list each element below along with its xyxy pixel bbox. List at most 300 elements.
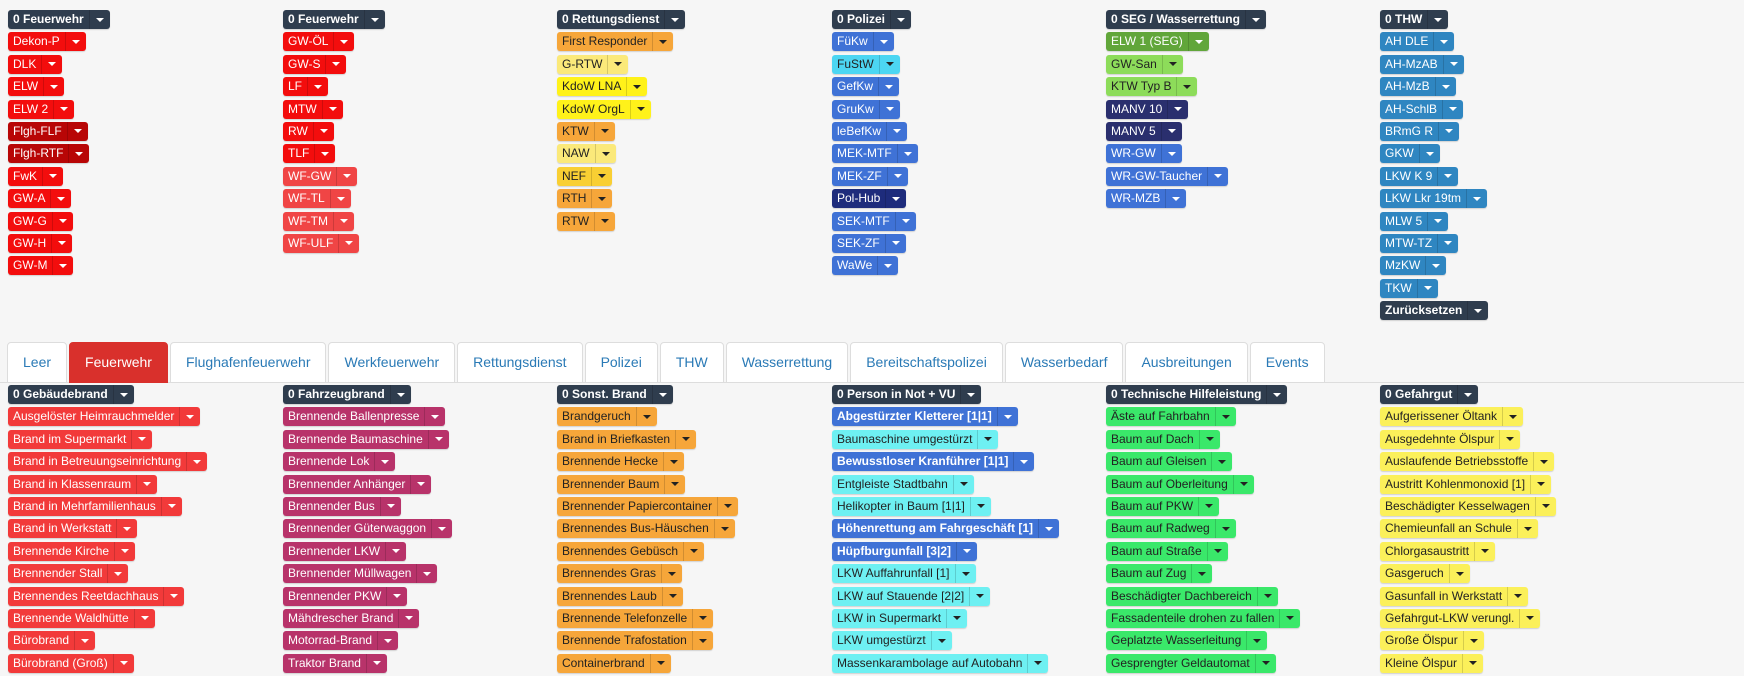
mission-brennende-hecke-button[interactable]: [557, 452, 684, 471]
vehicle-wf-tl-button[interactable]: [283, 189, 351, 208]
caret-down-icon[interactable]: [380, 497, 401, 516]
caret-down-icon[interactable]: [428, 430, 449, 449]
vehicle-gw-g-label[interactable]: GW-G: [8, 212, 52, 231]
vehicle-gw-g-button[interactable]: [8, 212, 73, 231]
mission-bürobrand-groß-label[interactable]: Bürobrand (Groß): [8, 654, 113, 673]
vehicle-mtw-label[interactable]: MTW: [283, 100, 322, 119]
vehicle-gw-san-button[interactable]: [1106, 55, 1183, 74]
vehicle-manv-5-label[interactable]: MANV 5: [1106, 122, 1161, 141]
vehicle-grukw-label[interactable]: GruKw: [832, 100, 879, 119]
mission-brennende-baumaschine-button[interactable]: [283, 430, 449, 449]
caret-down-icon[interactable]: [1425, 256, 1446, 275]
vehicle-gefkw-button[interactable]: [832, 77, 899, 96]
vehicle-gw-h-label[interactable]: GW-H: [8, 234, 51, 253]
vehicle-gefkw-label[interactable]: GefKw: [832, 77, 878, 96]
mission-äste-auf-fahrbahn-label[interactable]: Äste auf Fahrbahn: [1106, 407, 1215, 426]
caret-down-icon[interactable]: [307, 77, 328, 96]
caret-down-icon[interactable]: [1427, 10, 1448, 29]
caret-down-icon[interactable]: [1433, 32, 1454, 51]
caret-down-icon[interactable]: [877, 256, 898, 275]
mission-höhenrettung-am-fahrgeschäft-1-label[interactable]: Höhenrettung am Fahrgeschäft [1]: [832, 519, 1038, 538]
tab-flughafenfeuerwehr[interactable]: Flughafenfeuerwehr: [170, 342, 327, 383]
vehicle-gw-m-label[interactable]: GW-M: [8, 256, 52, 275]
mission-brennender-güterwaggon-label[interactable]: Brennender Güterwaggon: [283, 519, 431, 538]
mission-header-0-fahrzeugbrand-label[interactable]: 0 Fahrzeugbrand: [283, 385, 390, 404]
mission-brand-in-werkstatt-button[interactable]: [8, 519, 137, 538]
vehicle-lkw-lkr-19tm-label[interactable]: LKW Lkr 19tm: [1380, 189, 1466, 208]
vehicle-naw-button[interactable]: [557, 144, 616, 163]
vehicle-wr-gw-taucher-button[interactable]: [1106, 167, 1228, 186]
caret-down-icon[interactable]: [683, 542, 704, 561]
vehicle-mlw-5-button[interactable]: [1380, 212, 1448, 231]
caret-down-icon[interactable]: [1499, 430, 1520, 449]
caret-down-icon[interactable]: [1449, 564, 1470, 583]
vehicle-sek-zf-button[interactable]: [832, 234, 906, 253]
vehicle-header-0-seg-wasserrettung-button[interactable]: [1106, 10, 1266, 29]
tab-wasserrettung[interactable]: Wasserrettung: [726, 342, 849, 383]
vehicle-header-0-rettungsdienst-button[interactable]: [557, 10, 685, 29]
caret-down-icon[interactable]: [416, 564, 437, 583]
caret-down-icon[interactable]: [41, 55, 62, 74]
mission-header-0-technische-hilfeleistung-button[interactable]: [1106, 385, 1287, 404]
mission-auslaufende-betriebsstoffe-label[interactable]: Auslaufende Betriebsstoffe: [1380, 452, 1533, 471]
vehicle-dlk-button[interactable]: [8, 55, 62, 74]
mission-brennende-telefonzelle-button[interactable]: [557, 609, 713, 628]
vehicle-ah-mzb-label[interactable]: AH-MzB: [1380, 77, 1435, 96]
mission-lkw-auf-stauende-2-2-button[interactable]: [832, 587, 990, 606]
caret-down-icon[interactable]: [873, 32, 894, 51]
vehicle-kdow-lna-button[interactable]: [557, 77, 647, 96]
vehicle-ktw-button[interactable]: [557, 122, 615, 141]
caret-down-icon[interactable]: [1167, 100, 1188, 119]
mission-header-0-gefahrgut-label[interactable]: 0 Gefahrgut: [1380, 385, 1457, 404]
vehicle-brmg-r-button[interactable]: [1380, 122, 1459, 141]
mission-brennender-müllwagen-button[interactable]: [283, 564, 437, 583]
caret-down-icon[interactable]: [113, 385, 134, 404]
mission-gasgeruch-button[interactable]: [1380, 564, 1470, 583]
caret-down-icon[interactable]: [661, 564, 682, 583]
vehicle-gw-h-button[interactable]: [8, 234, 72, 253]
caret-down-icon[interactable]: [1013, 452, 1034, 471]
vehicle-wf-gw-button[interactable]: [283, 167, 357, 186]
mission-brennendes-reetdachhaus-button[interactable]: [8, 587, 184, 606]
caret-down-icon[interactable]: [1517, 519, 1538, 538]
mission-brand-im-supermarkt-button[interactable]: [8, 430, 152, 449]
mission-lkw-in-supermarkt-button[interactable]: [832, 609, 967, 628]
vehicle-wf-tl-label[interactable]: WF-TL: [283, 189, 330, 208]
mission-header-0-sonst-brand-button[interactable]: [557, 385, 673, 404]
tab-thw[interactable]: THW: [660, 342, 724, 383]
mission-baum-auf-straße-button[interactable]: [1106, 542, 1228, 561]
caret-down-icon[interactable]: [626, 77, 647, 96]
mission-brennende-kirche-button[interactable]: [8, 542, 135, 561]
tab-polizei[interactable]: Polizei: [585, 342, 658, 383]
caret-down-icon[interactable]: [692, 609, 713, 628]
mission-brennender-baum-label[interactable]: Brennender Baum: [557, 475, 664, 494]
caret-down-icon[interactable]: [386, 587, 407, 606]
vehicle-tkw-label[interactable]: TKW: [1380, 279, 1417, 298]
vehicle-header-0-rettungsdienst-label[interactable]: 0 Rettungsdienst: [557, 10, 664, 29]
vehicle-wf-ulf-label[interactable]: WF-ULF: [283, 234, 338, 253]
caret-down-icon[interactable]: [336, 167, 357, 186]
caret-down-icon[interactable]: [662, 587, 683, 606]
mission-gefahrgut-lkw-verungl-button[interactable]: [1380, 609, 1540, 628]
vehicle-wr-gw-label[interactable]: WR-GW: [1106, 144, 1161, 163]
mission-gasunfall-in-werkstatt-label[interactable]: Gasunfall in Werkstatt: [1380, 587, 1507, 606]
mission-entgleiste-stadtbahn-button[interactable]: [832, 475, 974, 494]
mission-lkw-auffahrunfall-1-button[interactable]: [832, 564, 976, 583]
caret-down-icon[interactable]: [663, 452, 684, 471]
vehicle-lkw-lkr-19tm-button[interactable]: [1380, 189, 1487, 208]
mission-traktor-brand-label[interactable]: Traktor Brand: [283, 654, 366, 673]
vehicle-elw-2-label[interactable]: ELW 2: [8, 100, 53, 119]
caret-down-icon[interactable]: [89, 10, 110, 29]
vehicle-lf-button[interactable]: [283, 77, 328, 96]
vehicle-mzkw-label[interactable]: MzKW: [1380, 256, 1425, 275]
vehicle-nef-button[interactable]: [557, 167, 612, 186]
vehicle-kdow-lna-label[interactable]: KdoW LNA: [557, 77, 626, 96]
mission-baum-auf-oberleitung-button[interactable]: [1106, 475, 1254, 494]
mission-brand-im-supermarkt-label[interactable]: Brand im Supermarkt: [8, 430, 131, 449]
mission-header-0-person-in-not-vu-label[interactable]: 0 Person in Not + VU: [832, 385, 960, 404]
mission-gefahrgut-lkw-verungl-label[interactable]: Gefahrgut-LKW verungl.: [1380, 609, 1519, 628]
caret-down-icon[interactable]: [607, 55, 628, 74]
mission-brennender-müllwagen-label[interactable]: Brennender Müllwagen: [283, 564, 416, 583]
mission-brandgeruch-button[interactable]: [557, 407, 657, 426]
mission-brennende-lok-label[interactable]: Brennende Lok: [283, 452, 374, 471]
tab-feuerwehr[interactable]: Feuerwehr: [69, 342, 168, 383]
caret-down-icon[interactable]: [1191, 564, 1212, 583]
vehicle-mzkw-button[interactable]: [1380, 256, 1446, 275]
mission-header-0-gebäudebrand-button[interactable]: [8, 385, 134, 404]
mission-brennender-lkw-label[interactable]: Brennender LKW: [283, 542, 385, 561]
mission-brennender-pkw-button[interactable]: [283, 587, 407, 606]
caret-down-icon[interactable]: [116, 519, 137, 538]
mission-chlorgasaustritt-label[interactable]: Chlorgasaustritt: [1380, 542, 1474, 561]
vehicle-fwk-button[interactable]: [8, 167, 63, 186]
vehicle-flgh-flf-label[interactable]: Flgh-FLF: [8, 122, 67, 141]
mission-große-ölspur-button[interactable]: [1380, 631, 1484, 650]
mission-aufgerissener-öltank-label[interactable]: Aufgerissener Öltank: [1380, 407, 1502, 426]
caret-down-icon[interactable]: [717, 497, 738, 516]
mission-traktor-brand-button[interactable]: [283, 654, 387, 673]
vehicle-kdow-orgl-button[interactable]: [557, 100, 651, 119]
caret-down-icon[interactable]: [692, 631, 713, 650]
mission-brennende-ballenpresse-button[interactable]: [283, 407, 445, 426]
caret-down-icon[interactable]: [879, 55, 900, 74]
mission-baum-auf-zug-button[interactable]: [1106, 564, 1212, 583]
vehicle-fükw-label[interactable]: FüKw: [832, 32, 873, 51]
vehicle-gkw-label[interactable]: GKW: [1380, 144, 1419, 163]
mission-baum-auf-radweg-label[interactable]: Baum auf Radweg: [1106, 519, 1215, 538]
mission-fassadenteile-drohen-zu-fallen-label[interactable]: Fassadenteile drohen zu fallen: [1106, 609, 1279, 628]
mission-beschädigter-kesselwagen-button[interactable]: [1380, 497, 1556, 516]
mission-bewusstloser-kranführer-1-1-label[interactable]: Bewusstloser Kranführer [1|1]: [832, 452, 1013, 471]
vehicle-manv-10-label[interactable]: MANV 10: [1106, 100, 1167, 119]
mission-entgleiste-stadtbahn-label[interactable]: Entgleiste Stadtbahn: [832, 475, 953, 494]
mission-brennender-stall-label[interactable]: Brennender Stall: [8, 564, 107, 583]
vehicle-rtw-label[interactable]: RTW: [557, 212, 594, 231]
vehicle-ktw-typ-b-label[interactable]: KTW Typ B: [1106, 77, 1176, 96]
caret-down-icon[interactable]: [134, 609, 155, 628]
tab-bereitschaftspolizei[interactable]: Bereitschaftspolizei: [850, 342, 1003, 383]
caret-down-icon[interactable]: [136, 475, 157, 494]
mission-brennender-lkw-button[interactable]: [283, 542, 406, 561]
vehicle-zurücksetzen-button[interactable]: [1380, 301, 1488, 320]
vehicle-wf-ulf-button[interactable]: [283, 234, 359, 253]
vehicle-nef-label[interactable]: NEF: [557, 167, 591, 186]
vehicle-header-0-feuerwehr-label[interactable]: 0 Feuerwehr: [283, 10, 364, 29]
vehicle-sek-mtf-label[interactable]: SEK-MTF: [832, 212, 895, 231]
vehicle-tkw-button[interactable]: [1380, 279, 1438, 298]
caret-down-icon[interactable]: [895, 212, 916, 231]
caret-down-icon[interactable]: [1255, 654, 1276, 673]
vehicle-sek-zf-label[interactable]: SEK-ZF: [832, 234, 885, 253]
mission-lkw-in-supermarkt-label[interactable]: LKW in Supermarkt: [832, 609, 946, 628]
mission-kleine-ölspur-label[interactable]: Kleine Ölspur: [1380, 654, 1462, 673]
caret-down-icon[interactable]: [1467, 301, 1488, 320]
mission-hüpfburgunfall-3-2-label[interactable]: Hüpfburgunfall [3|2]: [832, 542, 956, 561]
mission-brand-in-klassenraum-label[interactable]: Brand in Klassenraum: [8, 475, 136, 494]
caret-down-icon[interactable]: [163, 587, 184, 606]
vehicle-pol-hub-label[interactable]: Pol-Hub: [832, 189, 885, 208]
caret-down-icon[interactable]: [1419, 144, 1440, 163]
caret-down-icon[interactable]: [43, 77, 64, 96]
vehicle-ah-schlb-button[interactable]: [1380, 100, 1463, 119]
caret-down-icon[interactable]: [1215, 407, 1236, 426]
vehicle-ktw-typ-b-button[interactable]: [1106, 77, 1197, 96]
caret-down-icon[interactable]: [1535, 497, 1556, 516]
mission-chemieunfall-an-schule-label[interactable]: Chemieunfall an Schule: [1380, 519, 1517, 538]
vehicle-header-0-polizei-button[interactable]: [832, 10, 911, 29]
mission-hüpfburgunfall-3-2-button[interactable]: [832, 542, 977, 561]
caret-down-icon[interactable]: [1438, 122, 1459, 141]
vehicle-kdow-orgl-label[interactable]: KdoW OrgL: [557, 100, 630, 119]
vehicle-elw-1-seg-button[interactable]: [1106, 32, 1209, 51]
caret-down-icon[interactable]: [1257, 587, 1278, 606]
caret-down-icon[interactable]: [714, 519, 735, 538]
vehicle-rth-label[interactable]: RTH: [557, 189, 591, 208]
caret-down-icon[interactable]: [1207, 167, 1228, 186]
caret-down-icon[interactable]: [890, 10, 911, 29]
vehicle-mek-zf-label[interactable]: MEK-ZF: [832, 167, 887, 186]
mission-brennende-ballenpresse-label[interactable]: Brennende Ballenpresse: [283, 407, 424, 426]
caret-down-icon[interactable]: [664, 10, 685, 29]
mission-gesprengter-geldautomat-button[interactable]: [1106, 654, 1276, 673]
mission-brennender-anhänger-label[interactable]: Brennender Anhänger: [283, 475, 410, 494]
vehicle-rw-label[interactable]: RW: [283, 122, 313, 141]
vehicle-mek-mtf-button[interactable]: [832, 144, 918, 163]
caret-down-icon[interactable]: [1442, 100, 1463, 119]
mission-baum-auf-zug-label[interactable]: Baum auf Zug: [1106, 564, 1191, 583]
mission-gasgeruch-label[interactable]: Gasgeruch: [1380, 564, 1449, 583]
mission-mähdrescher-brand-label[interactable]: Mähdrescher Brand: [283, 609, 398, 628]
mission-baum-auf-gleisen-label[interactable]: Baum auf Gleisen: [1106, 452, 1211, 471]
mission-brennende-baumaschine-label[interactable]: Brennende Baumaschine: [283, 430, 428, 449]
vehicle-elw-button[interactable]: [8, 77, 64, 96]
mission-baum-auf-gleisen-button[interactable]: [1106, 452, 1232, 471]
mission-baum-auf-dach-button[interactable]: [1106, 430, 1220, 449]
mission-brennender-baum-button[interactable]: [557, 475, 685, 494]
vehicle-sek-mtf-button[interactable]: [832, 212, 916, 231]
caret-down-icon[interactable]: [1279, 609, 1300, 628]
caret-down-icon[interactable]: [338, 234, 359, 253]
caret-down-icon[interactable]: [1502, 407, 1523, 426]
vehicle-zurücksetzen-label[interactable]: Zurücksetzen: [1380, 301, 1467, 320]
mission-brandgeruch-label[interactable]: Brandgeruch: [557, 407, 636, 426]
caret-down-icon[interactable]: [1507, 587, 1528, 606]
mission-header-0-gefahrgut-button[interactable]: [1380, 385, 1478, 404]
mission-brennendes-gebüsch-label[interactable]: Brennendes Gebüsch: [557, 542, 683, 561]
caret-down-icon[interactable]: [377, 631, 398, 650]
mission-helikopter-in-baum-1-1-button[interactable]: [832, 497, 991, 516]
tab-wasserbedarf[interactable]: Wasserbedarf: [1005, 342, 1124, 383]
caret-down-icon[interactable]: [997, 407, 1018, 426]
mission-brand-in-betreuungseinrichtung-label[interactable]: Brand in Betreuungseinrichtung: [8, 452, 186, 471]
caret-down-icon[interactable]: [52, 212, 73, 231]
caret-down-icon[interactable]: [1215, 519, 1236, 538]
caret-down-icon[interactable]: [67, 122, 88, 141]
mission-brand-in-werkstatt-label[interactable]: Brand in Werkstatt: [8, 519, 116, 538]
caret-down-icon[interactable]: [885, 234, 906, 253]
mission-brennender-bus-label[interactable]: Brennender Bus: [283, 497, 380, 516]
caret-down-icon[interactable]: [885, 189, 906, 208]
vehicle-dekon-p-button[interactable]: [8, 32, 86, 51]
vehicle-grukw-button[interactable]: [832, 100, 900, 119]
caret-down-icon[interactable]: [1435, 77, 1456, 96]
vehicle-first-responder-label[interactable]: First Responder: [557, 32, 652, 51]
mission-geplatzte-wasserleitung-button[interactable]: [1106, 631, 1267, 650]
vehicle-rth-button[interactable]: [557, 189, 612, 208]
mission-brennender-papiercontainer-button[interactable]: [557, 497, 738, 516]
vehicle-g-rtw-button[interactable]: [557, 55, 628, 74]
vehicle-wr-gw-button[interactable]: [1106, 144, 1182, 163]
vehicle-header-0-polizei-label[interactable]: 0 Polizei: [832, 10, 890, 29]
mission-containerbrand-label[interactable]: Containerbrand: [557, 654, 650, 673]
caret-down-icon[interactable]: [330, 189, 351, 208]
vehicle-manv-5-button[interactable]: [1106, 122, 1182, 141]
mission-gesprengter-geldautomat-label[interactable]: Gesprengter Geldautomat: [1106, 654, 1255, 673]
mission-brennender-stall-button[interactable]: [8, 564, 128, 583]
vehicle-elw-label[interactable]: ELW: [8, 77, 43, 96]
mission-brand-in-briefkasten-label[interactable]: Brand in Briefkasten: [557, 430, 675, 449]
caret-down-icon[interactable]: [630, 100, 651, 119]
vehicle-rw-button[interactable]: [283, 122, 334, 141]
mission-chemieunfall-an-schule-button[interactable]: [1380, 519, 1538, 538]
mission-brand-in-betreuungseinrichtung-button[interactable]: [8, 452, 207, 471]
caret-down-icon[interactable]: [161, 497, 182, 516]
vehicle-wawe-button[interactable]: [832, 256, 898, 275]
tab-rettungsdienst[interactable]: Rettungsdienst: [457, 342, 582, 383]
caret-down-icon[interactable]: [313, 122, 334, 141]
tab-werkfeuerwehr[interactable]: Werkfeuerwehr: [328, 342, 455, 383]
mission-fassadenteile-drohen-zu-fallen-button[interactable]: [1106, 609, 1300, 628]
caret-down-icon[interactable]: [886, 122, 907, 141]
vehicle-ktw-label[interactable]: KTW: [557, 122, 594, 141]
caret-down-icon[interactable]: [636, 407, 657, 426]
caret-down-icon[interactable]: [179, 407, 200, 426]
caret-down-icon[interactable]: [314, 144, 335, 163]
vehicle-header-0-feuerwehr-button[interactable]: [8, 10, 110, 29]
mission-massenkarambolage-auf-autobahn-button[interactable]: [832, 654, 1048, 673]
caret-down-icon[interactable]: [1417, 279, 1438, 298]
mission-brand-in-mehrfamilienhaus-label[interactable]: Brand in Mehrfamilienhaus: [8, 497, 161, 516]
mission-header-0-technische-hilfeleistung-label[interactable]: 0 Technische Hilfeleistung: [1106, 385, 1266, 404]
caret-down-icon[interactable]: [1533, 452, 1554, 471]
mission-austritt-kohlenmonoxid-1-label[interactable]: Austritt Kohlenmonoxid [1]: [1380, 475, 1530, 494]
mission-header-0-fahrzeugbrand-button[interactable]: [283, 385, 411, 404]
vehicle-g-rtw-label[interactable]: G-RTW: [557, 55, 607, 74]
caret-down-icon[interactable]: [364, 10, 385, 29]
vehicle-ah-mzab-button[interactable]: [1380, 55, 1464, 74]
vehicle-mlw-5-label[interactable]: MLW 5: [1380, 212, 1427, 231]
vehicle-flgh-rtf-button[interactable]: [8, 144, 89, 163]
mission-brennendes-gebüsch-button[interactable]: [557, 542, 704, 561]
mission-brennende-waldhütte-label[interactable]: Brennende Waldhütte: [8, 609, 134, 628]
caret-down-icon[interactable]: [1038, 519, 1059, 538]
vehicle-mek-zf-button[interactable]: [832, 167, 908, 186]
mission-geplatzte-wasserleitung-label[interactable]: Geplatzte Wasserleitung: [1106, 631, 1246, 650]
mission-lkw-auffahrunfall-1-label[interactable]: LKW Auffahrunfall [1]: [832, 564, 955, 583]
caret-down-icon[interactable]: [969, 587, 990, 606]
caret-down-icon[interactable]: [398, 609, 419, 628]
caret-down-icon[interactable]: [1457, 385, 1478, 404]
vehicle-pol-hub-button[interactable]: [832, 189, 906, 208]
caret-down-icon[interactable]: [1176, 77, 1197, 96]
caret-down-icon[interactable]: [960, 385, 981, 404]
mission-brennender-bus-button[interactable]: [283, 497, 401, 516]
mission-brennende-telefonzelle-label[interactable]: Brennende Telefonzelle: [557, 609, 692, 628]
mission-helikopter-in-baum-1-1-label[interactable]: Helikopter in Baum [1|1]: [832, 497, 970, 516]
caret-down-icon[interactable]: [51, 234, 72, 253]
caret-down-icon[interactable]: [42, 167, 63, 186]
vehicle-gw-san-label[interactable]: GW-San: [1106, 55, 1162, 74]
vehicle-gkw-button[interactable]: [1380, 144, 1440, 163]
vehicle-elw-2-button[interactable]: [8, 100, 74, 119]
tab-leer[interactable]: Leer: [7, 342, 67, 383]
caret-down-icon[interactable]: [1211, 452, 1232, 471]
mission-brennendes-bus-häuschen-button[interactable]: [557, 519, 735, 538]
mission-baum-auf-dach-label[interactable]: Baum auf Dach: [1106, 430, 1199, 449]
vehicle-lkw-k-9-label[interactable]: LKW K 9: [1380, 167, 1437, 186]
mission-brennendes-bus-häuschen-label[interactable]: Brennendes Bus-Häuschen: [557, 519, 714, 538]
vehicle-wr-mzb-button[interactable]: [1106, 189, 1186, 208]
mission-motorrad-brand-label[interactable]: Motorrad-Brand: [283, 631, 377, 650]
mission-motorrad-brand-button[interactable]: [283, 631, 398, 650]
caret-down-icon[interactable]: [52, 256, 73, 275]
caret-down-icon[interactable]: [1207, 542, 1228, 561]
mission-massenkarambolage-auf-autobahn-label[interactable]: Massenkarambolage auf Autobahn: [832, 654, 1027, 673]
mission-header-0-person-in-not-vu-button[interactable]: [832, 385, 981, 404]
caret-down-icon[interactable]: [1199, 430, 1220, 449]
caret-down-icon[interactable]: [664, 475, 685, 494]
caret-down-icon[interactable]: [68, 144, 89, 163]
mission-abgestürzter-kletterer-1-1-button[interactable]: [832, 407, 1018, 426]
mission-große-ölspur-label[interactable]: Große Ölspur: [1380, 631, 1463, 650]
mission-bürobrand-label[interactable]: Bürobrand: [8, 631, 74, 650]
vehicle-naw-label[interactable]: NAW: [557, 144, 595, 163]
vehicle-mek-mtf-label[interactable]: MEK-MTF: [832, 144, 897, 163]
caret-down-icon[interactable]: [1245, 10, 1266, 29]
vehicle-gw-s-label[interactable]: GW-S: [283, 55, 325, 74]
mission-äste-auf-fahrbahn-button[interactable]: [1106, 407, 1236, 426]
caret-down-icon[interactable]: [1427, 212, 1448, 231]
vehicle-wf-gw-label[interactable]: WF-GW: [283, 167, 336, 186]
vehicle-header-0-seg-wasserrettung-label[interactable]: 0 SEG / Wasserrettung: [1106, 10, 1245, 29]
mission-brennende-trafostation-label[interactable]: Brennende Trafostation: [557, 631, 692, 650]
mission-bewusstloser-kranführer-1-1-button[interactable]: [832, 452, 1034, 471]
caret-down-icon[interactable]: [1246, 631, 1267, 650]
